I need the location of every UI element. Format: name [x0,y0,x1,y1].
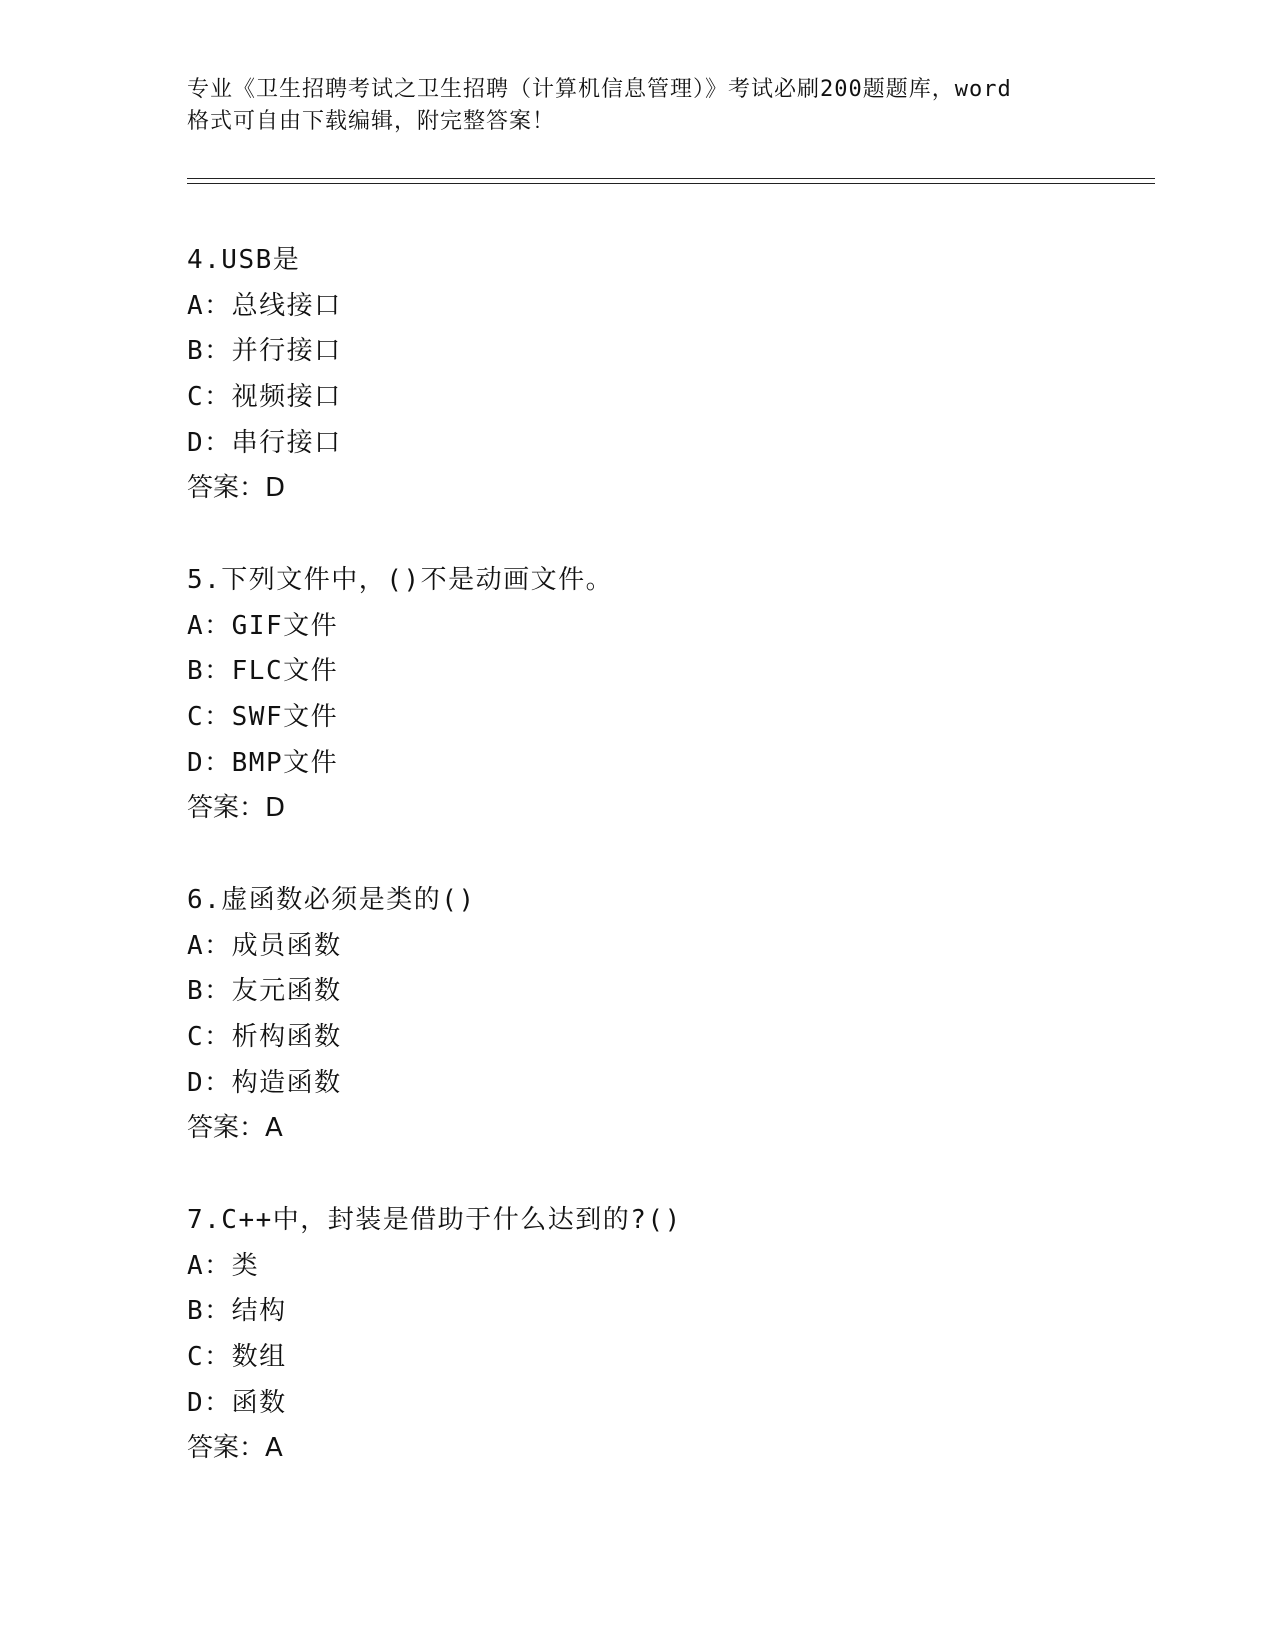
option-b: B：结构 [187,1296,287,1327]
question-stem: 5.下列文件中，()不是动画文件。 [187,565,614,595]
answer: 答案：D [187,473,286,504]
option-a: A：总线接口 [187,290,342,321]
option-d: D：构造函数 [187,1067,342,1098]
option-b: B：友元函数 [187,976,342,1007]
question-stem: 4.USB是 [187,245,301,275]
option-b: B：FLC文件 [187,656,339,687]
option-c: C：析构函数 [187,1022,342,1053]
header-divider-top [187,178,1155,179]
option-c: C：数组 [187,1342,287,1373]
answer: 答案：A [187,1113,283,1144]
option-a: A：类 [187,1250,260,1281]
question-5 [187,558,1087,832]
question-6 [187,878,1087,1152]
header-divider-bottom [187,183,1155,184]
answer: 答案：D [187,793,286,824]
header-line-1: 专业《卫生招聘考试之卫生招聘（计算机信息管理）》考试必刷200题题库，word [187,77,1012,102]
header-line-2: 格式可自由下载编辑，附完整答案！ [187,109,556,134]
answer: 答案：A [187,1433,283,1464]
question-4 [187,238,1087,512]
option-a: A：GIF文件 [187,610,339,641]
option-d: D：BMP文件 [187,747,339,778]
option-d: D：函数 [187,1387,287,1418]
document-header [187,74,1087,138]
question-stem: 7.C++中，封装是借助于什么达到的?() [187,1205,682,1235]
option-c: C：视频接口 [187,382,342,413]
question-stem: 6.虚函数必须是类的() [187,885,476,915]
question-7 [187,1198,1087,1472]
option-a: A：成员函数 [187,930,342,961]
option-c: C：SWF文件 [187,702,339,733]
option-d: D：串行接口 [187,427,342,458]
option-b: B：并行接口 [187,336,342,367]
